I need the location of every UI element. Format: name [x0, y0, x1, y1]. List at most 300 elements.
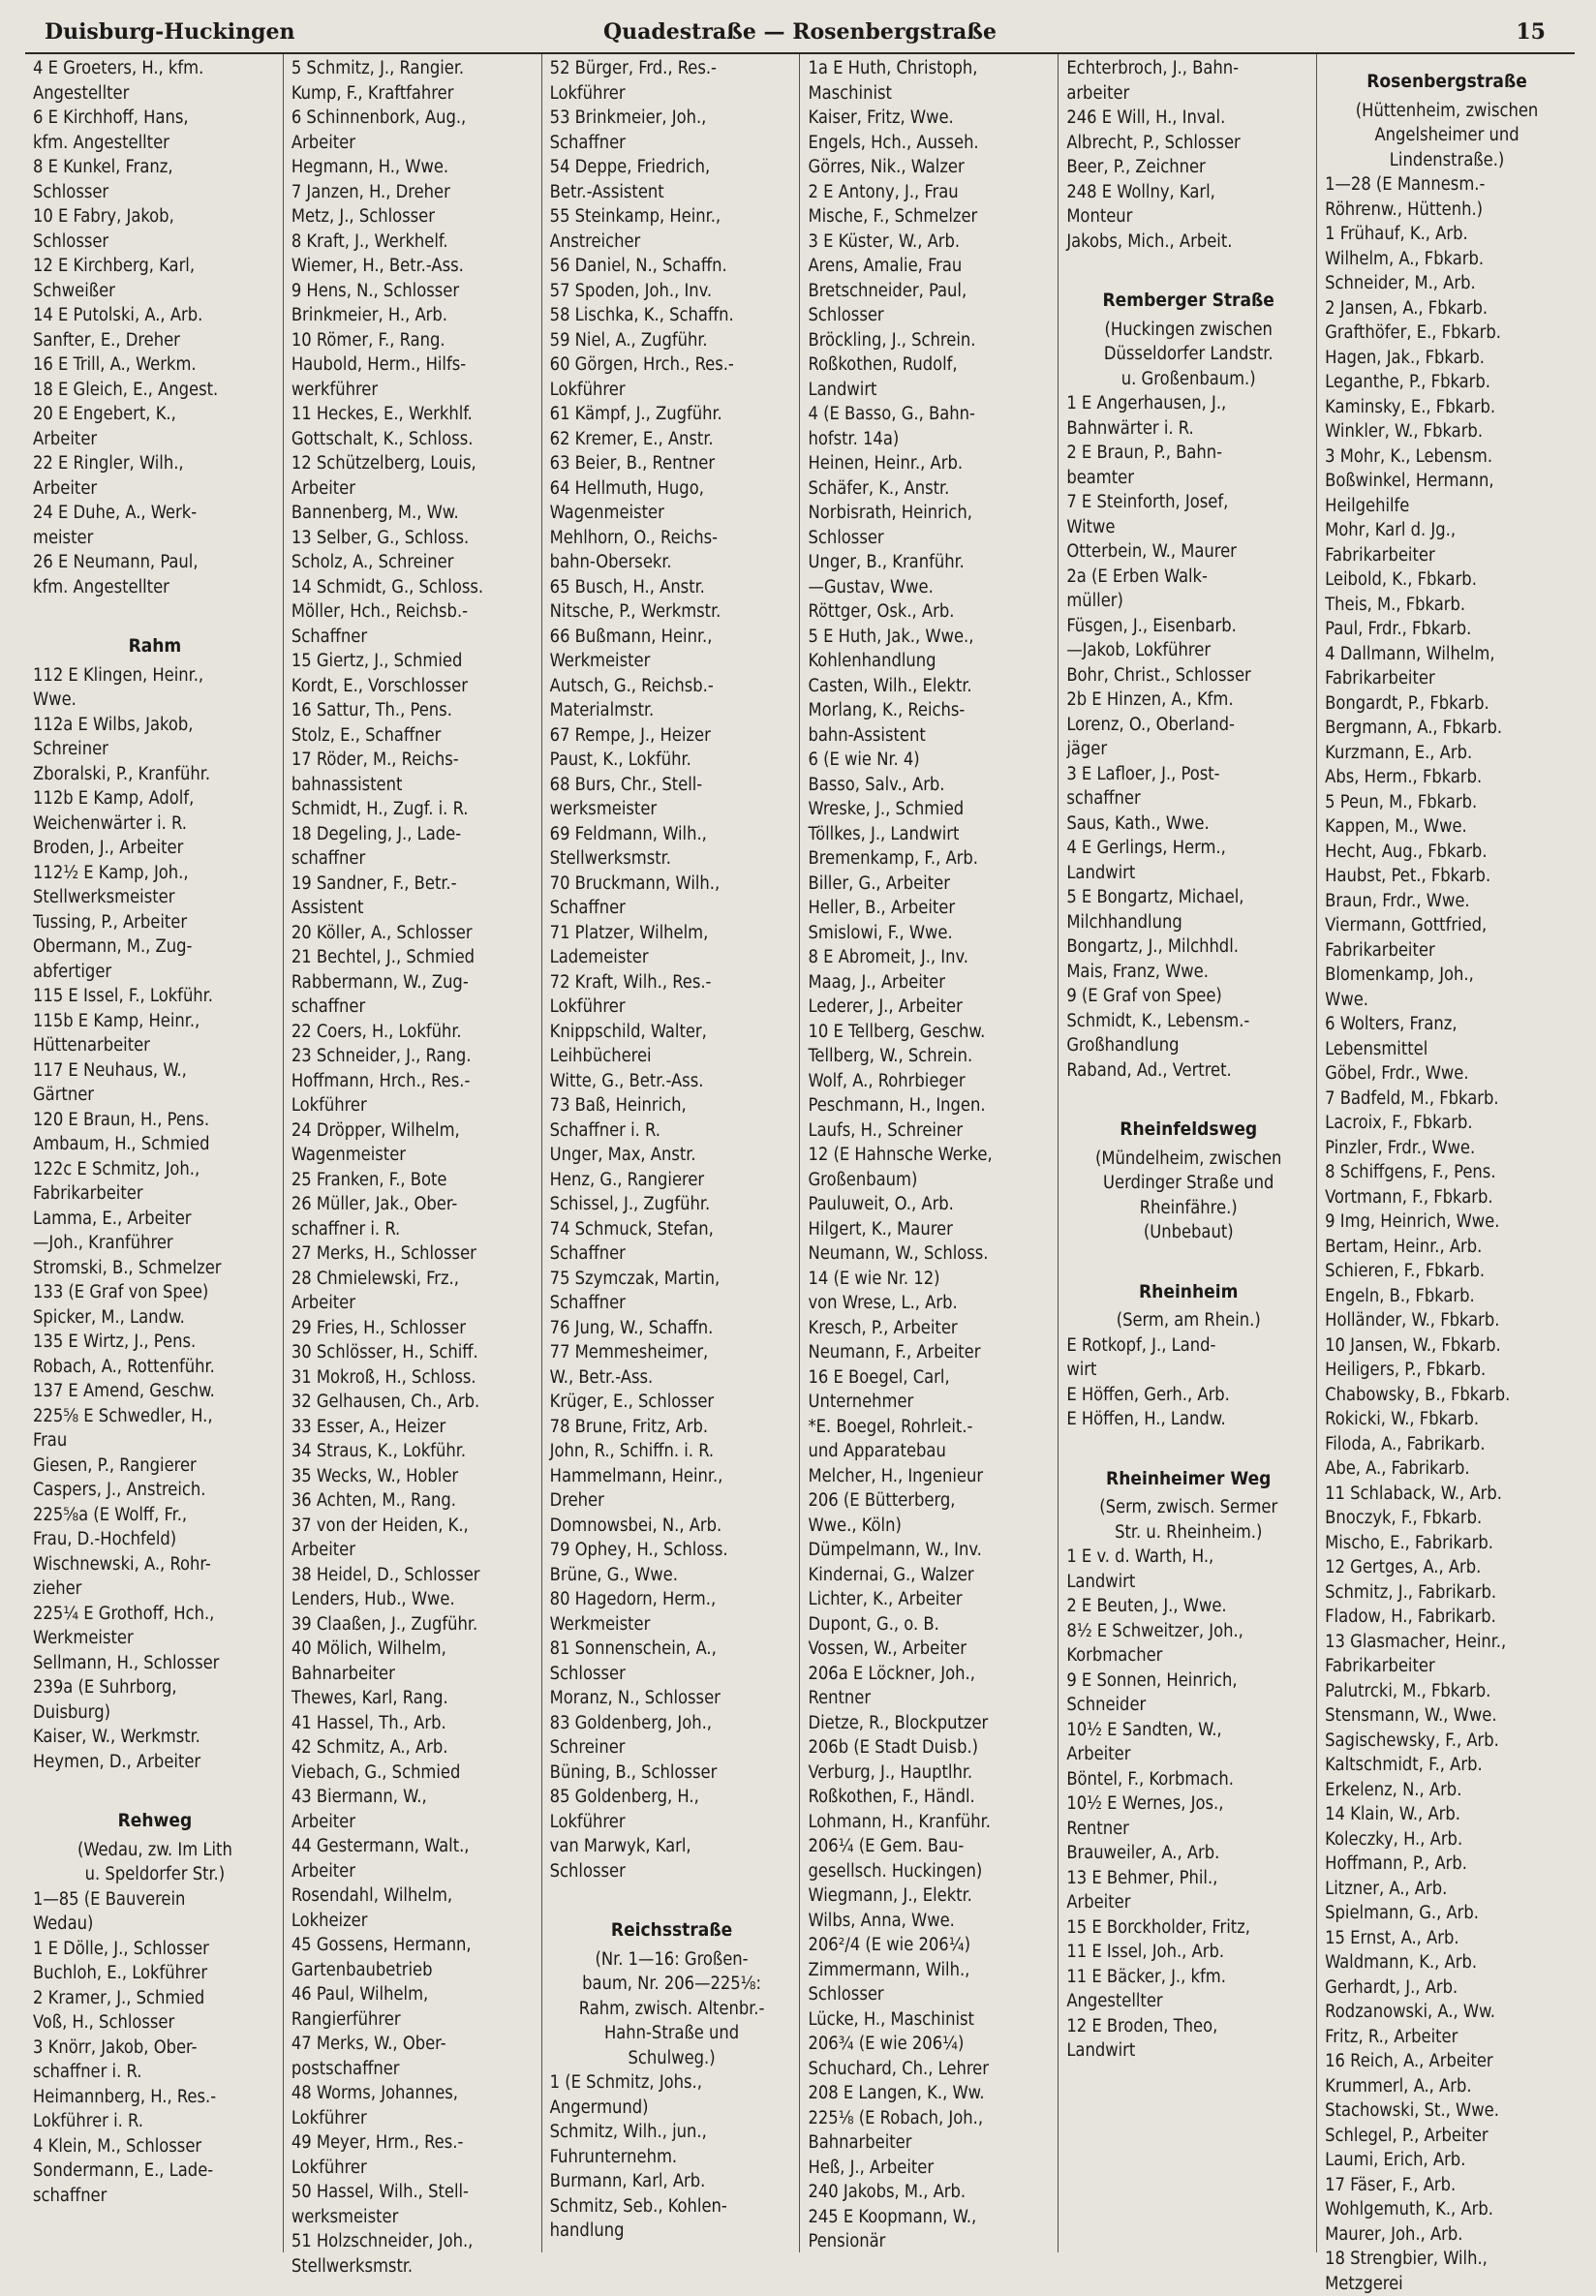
directory-entry-line: 10 E Tellberg, Geschw.	[808, 1020, 1052, 1045]
directory-entry-line: 73 Baß, Heinrich,	[550, 1093, 794, 1118]
directory-entry-line: 11 Schlaback, W., Arb.	[1325, 1482, 1569, 1507]
directory-entry-line: Landwirt	[1066, 2038, 1310, 2064]
directory-entry-line: Weichenwärter i. R.	[33, 811, 277, 837]
directory-entry-line: Bahnwärter i. R.	[1066, 416, 1310, 442]
directory-entry-line: Schlosser	[808, 303, 1052, 328]
directory-entry-line: 38 Heidel, D., Schlosser	[292, 1563, 536, 1588]
directory-entry-line: Angestellter	[1066, 1989, 1310, 2014]
section-spacer	[550, 1883, 794, 1905]
directory-entry-line: Witte, G., Betr.-Ass.	[550, 1069, 794, 1094]
directory-entry-line: 2 E Antony, J., Frau	[808, 180, 1052, 205]
directory-entry-line: 1—28 (E Mannesm.-	[1325, 172, 1569, 198]
directory-entry-line: Schuchard, Ch., Lehrer	[808, 2057, 1052, 2082]
directory-entry-line: Casten, Wilh., Elektr.	[808, 674, 1052, 699]
street-heading: Rheinheimer Weg	[1066, 1467, 1310, 1492]
directory-entry-line: 9 Img, Heinrich, Wwe.	[1325, 1209, 1569, 1235]
column-1	[25, 54, 284, 2252]
directory-entry-line: Töllkes, J., Landwirt	[808, 822, 1052, 847]
directory-entry-line: 14 Schmidt, G., Schloss.	[292, 575, 536, 600]
directory-entry-line: Vortmann, F., Fbkarb.	[1325, 1185, 1569, 1210]
street-location-note: (Huckingen zwischen	[1066, 318, 1310, 343]
directory-entry-line: Filoda, A., Fabrikarb.	[1325, 1432, 1569, 1457]
directory-entry-line: 13 Glasmacher, Heinr.,	[1325, 1630, 1569, 1655]
directory-entry-line: Paust, K., Lokführ.	[550, 748, 794, 773]
street-location-note: Angelsheimer und	[1325, 123, 1569, 148]
directory-entry-line: Pinzler, Frdr., Wwe.	[1325, 1136, 1569, 1161]
page-number: 15	[1516, 19, 1546, 45]
directory-entry-line: Lorenz, O., Oberland-	[1066, 713, 1310, 738]
directory-entry-line: 53 Brinkmeier, Joh.,	[550, 106, 794, 131]
directory-entry-line: 72 Kraft, Wilh., Res.-	[550, 970, 794, 995]
directory-entry-line: 10 E Fabry, Jakob,	[33, 204, 277, 230]
directory-entry-line: Koleczky, H., Arb.	[1325, 1827, 1569, 1852]
directory-entry-line: Frau, D.-Hochfeld)	[33, 1527, 277, 1552]
directory-entry-line: 18 Degeling, J., Lade-	[292, 822, 536, 847]
directory-entry-line: schaffner i. R.	[33, 2060, 277, 2085]
directory-entry-line: Schreiner	[33, 737, 277, 762]
directory-entry-line: Viermann, Gottfried,	[1325, 913, 1569, 938]
directory-entry-line: Chabowsky, B., Fbkarb.	[1325, 1383, 1569, 1408]
directory-entry-line: wirt	[1066, 1358, 1310, 1383]
directory-entry-line: Dümpelmann, W., Inv.	[808, 1538, 1052, 1563]
directory-entry-line: Lebensmittel	[1325, 1037, 1569, 1062]
directory-entry-line: 66 Bußmann, Heinr.,	[550, 625, 794, 650]
directory-entry-line: Kaminsky, E., Fbkarb.	[1325, 395, 1569, 420]
directory-entry-line: Schmitz, Wilh., jun.,	[550, 2120, 794, 2145]
directory-entry-line: Abe, A., Fabrikarb.	[1325, 1456, 1569, 1482]
directory-entry-line: Arens, Amalie, Frau	[808, 254, 1052, 279]
directory-entry-line: 115 E Issel, F., Lokführ.	[33, 984, 277, 1009]
directory-entry-line: 5 Schmitz, J., Rangier.	[292, 56, 536, 81]
directory-entry-line: Brinkmeier, H., Arb.	[292, 303, 536, 328]
directory-entry-line: 42 Schmitz, A., Arb.	[292, 1735, 536, 1760]
directory-entry-line: 76 Jung, W., Schaffn.	[550, 1316, 794, 1341]
directory-entry-line: Schlosser	[33, 230, 277, 255]
directory-entry-line: Landwirt	[1066, 861, 1310, 886]
section-spacer	[1066, 1432, 1310, 1454]
directory-entry-line: Bergmann, A., Fbkarb.	[1325, 716, 1569, 741]
directory-entry-line: Röttger, Osk., Arb.	[808, 599, 1052, 625]
directory-entry-line: 6 (E wie Nr. 4)	[808, 748, 1052, 773]
directory-entry-line: 37 von der Heiden, K.,	[292, 1514, 536, 1539]
directory-entry-line: 44 Gestermann, Walt.,	[292, 1834, 536, 1859]
directory-entry-line: Haubold, Herm., Hilfs-	[292, 352, 536, 378]
directory-entry-line: Stellwerksmstr.	[550, 846, 794, 872]
directory-entry-line: 137 E Amend, Geschw.	[33, 1379, 277, 1404]
street-location-note: u. Speldorfer Str.)	[33, 1862, 277, 1887]
header-street-range: Quadestraße — Rosenbergstraße	[25, 19, 1575, 45]
directory-entry-line: 46 Paul, Wilhelm,	[292, 1982, 536, 2007]
directory-entry-line: Dietze, R., Blockputzer	[808, 1711, 1052, 1736]
directory-entry-line: Arbeiter	[1066, 1890, 1310, 1915]
directory-entry-line: Schlosser	[808, 1982, 1052, 2007]
directory-entry-line: 48 Worms, Johannes,	[292, 2081, 536, 2106]
directory-entry-line: 47 Merks, W., Ober-	[292, 2032, 536, 2057]
street-location-note: (Serm, zwisch. Sermer	[1066, 1495, 1310, 1520]
directory-entry-line: 17 Röder, M., Reichs-	[292, 748, 536, 773]
directory-entry-line: Wedau)	[33, 1912, 277, 1937]
directory-entry-line: 117 E Neuhaus, W.,	[33, 1058, 277, 1084]
directory-entry-line: Stensmann, W., Wwe.	[1325, 1703, 1569, 1729]
directory-entry-line: 14 Klain, W., Arb.	[1325, 1802, 1569, 1827]
directory-entry-line: Buchloh, E., Lokführer	[33, 1961, 277, 1986]
directory-entry-line: Bretschneider, Paul,	[808, 279, 1052, 304]
directory-entry-line: 1a E Huth, Christoph,	[808, 56, 1052, 81]
directory-entry-line: Schaffner	[550, 1241, 794, 1267]
directory-entry-line: Domnowsbei, N., Arb.	[550, 1514, 794, 1539]
directory-entry-line: Schmitz, Seb., Kohlen-	[550, 2194, 794, 2219]
directory-entry-line: Heilgehilfe	[1325, 494, 1569, 519]
directory-entry-line: 63 Beier, B., Rentner	[550, 451, 794, 476]
directory-entry-line: 22 Coers, H., Lokführ.	[292, 1020, 536, 1045]
street-location-note: (Nr. 1—16: Großen-	[550, 1947, 794, 1973]
directory-entry-line: Arbeiter	[292, 476, 536, 502]
directory-entry-line: 28 Chmielewski, Frz.,	[292, 1267, 536, 1292]
directory-entry-line: Mischo, E., Fabrikarb.	[1325, 1531, 1569, 1556]
directory-entry-line: Hammelmann, Heinr.,	[550, 1464, 794, 1489]
directory-entry-line: 10 Jansen, W., Fbkarb.	[1325, 1333, 1569, 1359]
directory-entry-line: 225⅛ (E Robach, Joh.,	[808, 2106, 1052, 2131]
directory-entry-line: Braun, Frdr., Wwe.	[1325, 889, 1569, 914]
directory-entry-line: Lokführer	[550, 81, 794, 107]
directory-entry-line: Bröckling, J., Schrein.	[808, 328, 1052, 353]
directory-entry-line: Werkmeister	[550, 649, 794, 674]
directory-entry-line: 81 Sonnenschein, A.,	[550, 1637, 794, 1662]
directory-entry-line: Frau	[33, 1428, 277, 1454]
directory-entry-line: Krummerl, A., Arb.	[1325, 2074, 1569, 2099]
directory-entry-line: 26 Müller, Jak., Ober-	[292, 1192, 536, 1217]
directory-entry-line: Arbeiter	[33, 476, 277, 502]
directory-entry-line: 135 E Wirtz, J., Pens.	[33, 1330, 277, 1355]
directory-entry-line: 12 (E Hahnsche Werke,	[808, 1143, 1052, 1168]
directory-entry-line: Rokicki, W., Fbkarb.	[1325, 1407, 1569, 1432]
directory-entry-line: bahn-Obersekr.	[550, 550, 794, 575]
directory-entry-line: *E. Boegel, Rohrleit.-	[808, 1415, 1052, 1440]
directory-entry-line: Duisburg)	[33, 1700, 277, 1726]
directory-entry-line: 59 Niel, A., Zugführ.	[550, 328, 794, 353]
directory-entry-line: 40 Mölich, Wilhelm,	[292, 1637, 536, 1662]
directory-entry-line: Göbel, Frdr., Wwe.	[1325, 1061, 1569, 1087]
directory-entry-line: Schaffner	[550, 131, 794, 156]
street-location-note: Uerdinger Straße und	[1066, 1171, 1310, 1196]
street-location-note: baum, Nr. 206—225⅛:	[550, 1972, 794, 1997]
directory-entry-line: 225⅝a (E Wolff, Fr.,	[33, 1503, 277, 1528]
directory-entry-line: 4 E Groeters, H., kfm.	[33, 56, 277, 81]
directory-entry-line: 14 E Putolski, A., Arb.	[33, 303, 277, 328]
directory-entry-line: 25 Franken, F., Bote	[292, 1168, 536, 1193]
directory-entry-line: Heiligers, P., Fbkarb.	[1325, 1358, 1569, 1383]
directory-entry-line: Schlosser	[33, 180, 277, 205]
directory-entry-line: schaffner	[292, 846, 536, 872]
directory-entry-line: Wwe., Köln)	[808, 1514, 1052, 1539]
directory-entry-line: 62 Kremer, E., Anstr.	[550, 427, 794, 452]
directory-entry-line: Fritz, R., Arbeiter	[1325, 2025, 1569, 2050]
directory-entry-line: 206¾ (E wie 206¼)	[808, 2032, 1052, 2057]
directory-entry-line: Palutrcki, M., Fbkarb.	[1325, 1679, 1569, 1704]
directory-entry-line: 8 E Abromeit, J., Inv.	[808, 945, 1052, 970]
directory-entry-line: 3 Mohr, K., Lebensm.	[1325, 444, 1569, 470]
directory-entry-line: 68 Burs, Chr., Stell-	[550, 773, 794, 798]
directory-entry-line: 74 Schmuck, Stefan,	[550, 1217, 794, 1242]
directory-entry-line: 58 Lischka, K., Schaffn.	[550, 303, 794, 328]
directory-entry-line: Mehlhorn, O., Reichs-	[550, 526, 794, 551]
directory-entry-line: arbeiter	[1066, 81, 1310, 107]
directory-entry-line: Brüne, G., Wwe.	[550, 1563, 794, 1588]
directory-entry-line: 112 E Klingen, Heinr.,	[33, 663, 277, 689]
directory-entry-line: 20 E Engebert, K.,	[33, 402, 277, 427]
directory-entry-line: Fabrikarbeiter	[33, 1181, 277, 1207]
directory-entry-line: 34 Straus, K., Lokführ.	[292, 1439, 536, 1464]
street-location-note: Lindenstraße.)	[1325, 148, 1569, 173]
directory-entry-line: Gerhardt, J., Arb.	[1325, 1975, 1569, 2001]
directory-entry-line: Bongardt, P., Fbkarb.	[1325, 691, 1569, 717]
directory-entry-line: werksmeister	[550, 797, 794, 822]
directory-entry-line: gesellsch. Huckingen)	[808, 1859, 1052, 1884]
directory-entry-line: 1 Frühauf, K., Arb.	[1325, 222, 1569, 247]
directory-entry-line: 39 Claaßen, J., Zugführ.	[292, 1612, 536, 1638]
directory-entry-line: 24 E Duhe, A., Werk-	[33, 501, 277, 526]
directory-entry-line: Sondermann, E., Lade-	[33, 2158, 277, 2184]
street-heading: Reichsstraße	[550, 1918, 794, 1944]
directory-entry-line: 15 E Borckholder, Fritz,	[1066, 1915, 1310, 1941]
directory-entry-line: Unternehmer	[808, 1390, 1052, 1415]
directory-entry-line: Neumann, W., Schloss.	[808, 1241, 1052, 1267]
directory-entry-line: Bohr, Christ., Schlosser	[1066, 663, 1310, 689]
directory-entry-line: 112a E Wilbs, Jakob,	[33, 713, 277, 738]
directory-entry-line: Maschinist	[808, 81, 1052, 107]
directory-entry-line: Schreiner	[550, 1735, 794, 1760]
directory-entry-line: 2 Kramer, J., Schmied	[33, 1986, 277, 2011]
directory-entry-line: Görres, Nik., Walzer	[808, 155, 1052, 180]
directory-entry-line: 43 Biermann, W.,	[292, 1785, 536, 1810]
directory-entry-line: 21 Bechtel, J., Schmied	[292, 945, 536, 970]
directory-entry-line: schaffner	[1066, 786, 1310, 811]
directory-entry-line: 8 E Kunkel, Franz,	[33, 155, 277, 180]
directory-entry-line: 55 Steinkamp, Heinr.,	[550, 204, 794, 230]
directory-entry-line: Sanfter, E., Dreher	[33, 328, 277, 353]
directory-entry-line: Büning, B., Schlosser	[550, 1760, 794, 1786]
directory-entry-line: 12 Gertges, A., Arb.	[1325, 1555, 1569, 1580]
directory-entry-line: Spicker, M., Landw.	[33, 1305, 277, 1331]
directory-entry-line: Kurzmann, E., Arb.	[1325, 741, 1569, 766]
directory-entry-line: Laufs, H., Schreiner	[808, 1118, 1052, 1144]
directory-entry-line: Wwe.	[33, 688, 277, 713]
street-location-note: (Mündelheim, zwischen	[1066, 1147, 1310, 1172]
directory-entry-line: Assistent	[292, 896, 536, 921]
directory-entry-line: 8 Kraft, J., Werkhelf.	[292, 230, 536, 255]
directory-entry-line: Rosendahl, Wilhelm,	[292, 1883, 536, 1909]
directory-entry-line: Wagenmeister	[550, 501, 794, 526]
directory-entry-line: Broden, J., Arbeiter	[33, 836, 277, 861]
directory-entry-line: Hilgert, K., Maurer	[808, 1217, 1052, 1242]
directory-entry-line: 67 Rempe, J., Heizer	[550, 723, 794, 749]
directory-entry-line: Kump, F., Kraftfahrer	[292, 81, 536, 107]
directory-entry-line: Stellwerksmeister	[33, 885, 277, 910]
directory-entry-line: 133 (E Graf von Spee)	[33, 1280, 277, 1305]
directory-entry-line: Schieren, F., Fbkarb.	[1325, 1259, 1569, 1284]
directory-entry-line: Waldmann, K., Arb.	[1325, 1950, 1569, 1975]
directory-entry-line: Paul, Frdr., Fbkarb.	[1325, 617, 1569, 642]
directory-entry-line: 2 E Beuten, J., Wwe.	[1066, 1594, 1310, 1619]
directory-entry-line: 32 Gelhausen, Ch., Arb.	[292, 1390, 536, 1415]
directory-entry-line: 245 E Koopmann, W.,	[808, 2205, 1052, 2230]
directory-entry-line: Tellberg, W., Schrein.	[808, 1044, 1052, 1069]
directory-entry-line: Lademeister	[550, 945, 794, 970]
street-location-note: (Unbebaut)	[1066, 1220, 1310, 1245]
directory-entry-line: beamter	[1066, 466, 1310, 491]
directory-entry-line: 115b E Kamp, Heinr.,	[33, 1009, 277, 1034]
directory-entry-line: Werkmeister	[33, 1626, 277, 1651]
directory-entry-line: 57 Spoden, Joh., Inv.	[550, 279, 794, 304]
directory-entry-line: Schmidt, H., Zugf. i. R.	[292, 797, 536, 822]
directory-entry-line: Schneider, M., Arb.	[1325, 271, 1569, 296]
directory-entry-line: 7 Badfeld, M., Fbkarb.	[1325, 1087, 1569, 1112]
directory-entry-line: 69 Feldmann, Wilh.,	[550, 822, 794, 847]
directory-entry-line: 112b E Kamp, Adolf,	[33, 786, 277, 811]
directory-entry-line: 29 Fries, H., Schlosser	[292, 1316, 536, 1341]
directory-entry-line: Kaiser, Fritz, Wwe.	[808, 106, 1052, 131]
directory-entry-line: E Rotkopf, J., Land-	[1066, 1333, 1310, 1359]
directory-entry-line: Bannenberg, M., Ww.	[292, 501, 536, 526]
directory-entry-line: postschaffner	[292, 2057, 536, 2082]
directory-entry-line: kfm. Angestellter	[33, 131, 277, 156]
directory-entry-line: 206¼ (E Gem. Bau-	[808, 1834, 1052, 1859]
directory-entry-line: 52 Bürger, Frd., Res.-	[550, 56, 794, 81]
directory-entry-line: 4 Klein, M., Schlosser	[33, 2134, 277, 2159]
directory-entry-line: 14 (E wie Nr. 12)	[808, 1267, 1052, 1292]
directory-entry-line: 80 Hagedorn, Herm.,	[550, 1587, 794, 1612]
directory-entry-line: Spielmann, G., Arb.	[1325, 1901, 1569, 1926]
directory-entry-line: Arbeiter	[292, 1538, 536, 1563]
column-6	[1317, 54, 1575, 2252]
directory-entry-line: 13 E Behmer, Phil.,	[1066, 1866, 1310, 1891]
directory-entry-line: 120 E Braun, H., Pens.	[33, 1108, 277, 1133]
directory-entry-line: Hüttenarbeiter	[33, 1033, 277, 1058]
directory-entry-line: kfm. Angestellter	[33, 575, 277, 600]
directory-entry-line: Wiemer, H., Betr.-Ass.	[292, 254, 536, 279]
directory-entry-line: 1 (E Schmitz, Johs.,	[550, 2070, 794, 2096]
directory-entry-line: Zboralski, P., Kranführ.	[33, 762, 277, 787]
directory-entry-line: Winkler, W., Fbkarb.	[1325, 419, 1569, 444]
directory-entry-line: 85 Goldenberg, H.,	[550, 1785, 794, 1810]
directory-entry-line: Obermann, M., Zug-	[33, 934, 277, 960]
directory-entry-line: 15 Ernst, A., Arb.	[1325, 1926, 1569, 1951]
directory-entry-line: Caspers, J., Anstreich.	[33, 1478, 277, 1503]
directory-entry-line: Schaffner i. R.	[550, 1118, 794, 1144]
directory-entry-line: Pensionär	[808, 2229, 1052, 2254]
directory-entry-line: 22 E Ringler, Wilh.,	[33, 451, 277, 476]
directory-entry-line: Maurer, Joh., Arb.	[1325, 2222, 1569, 2248]
page-header	[25, 15, 1575, 54]
directory-entry-line: Mische, F., Schmelzer	[808, 204, 1052, 230]
directory-entry-line: Landwirt	[808, 378, 1052, 403]
directory-entry-line: Brauweiler, A., Arb.	[1066, 1841, 1310, 1866]
directory-entry-line: Schmitz, J., Fabrikarb.	[1325, 1580, 1569, 1606]
directory-entry-line: 65 Busch, H., Anstr.	[550, 575, 794, 600]
directory-entry-line: 18 Strengbier, Wilh.,	[1325, 2247, 1569, 2272]
directory-entry-line: Morlang, K., Reichs-	[808, 698, 1052, 723]
street-location-note: (Wedau, zw. Im Lith	[33, 1838, 277, 1863]
directory-entry-line: 10½ E Sandten, W.,	[1066, 1718, 1310, 1743]
directory-entry-line: Metzgerei	[1325, 2272, 1569, 2296]
directory-entry-line: Peschmann, H., Ingen.	[808, 1093, 1052, 1118]
column-5	[1059, 54, 1317, 2252]
directory-entry-line: bahnassistent	[292, 773, 536, 798]
directory-entry-line: Grafthöfer, E., Fbkarb.	[1325, 321, 1569, 346]
directory-entry-line: bahn-Assistent	[808, 723, 1052, 749]
directory-entry-line: 240 Jakobs, M., Arb.	[808, 2180, 1052, 2205]
directory-entry-line: Monteur	[1066, 204, 1310, 230]
directory-entry-line: —Jakob, Lokführer	[1066, 638, 1310, 663]
directory-entry-line: Schlosser	[808, 526, 1052, 551]
directory-entry-line: Wagenmeister	[292, 1143, 536, 1168]
directory-entry-line: Gottschalt, K., Schloss.	[292, 427, 536, 452]
directory-entry-line: Heinen, Heinr., Arb.	[808, 451, 1052, 476]
street-heading: Rehweg	[33, 1809, 277, 1834]
directory-entry-line: Pauluweit, O., Arb.	[808, 1192, 1052, 1217]
directory-entry-line: 26 E Neumann, Paul,	[33, 550, 277, 575]
directory-entry-line: E Höffen, H., Landw.	[1066, 1407, 1310, 1432]
directory-entry-line: Stachowski, St., Wwe.	[1325, 2098, 1569, 2124]
directory-entry-line: abfertiger	[33, 960, 277, 985]
street-heading: Remberger Straße	[1066, 289, 1310, 314]
directory-entry-line: 5 Peun, M., Fbkarb.	[1325, 790, 1569, 815]
directory-entry-line: Mais, Franz, Wwe.	[1066, 960, 1310, 985]
directory-entry-line: handlung	[550, 2219, 794, 2244]
directory-entry-line: Raband, Ad., Vertret.	[1066, 1058, 1310, 1084]
directory-entry-line: 4 E Gerlings, Herm.,	[1066, 836, 1310, 861]
directory-entry-line: 83 Goldenberg, Joh.,	[550, 1711, 794, 1736]
directory-entry-line: Werkmeister	[550, 1612, 794, 1638]
directory-entry-line: Autsch, G., Reichsb.-	[550, 674, 794, 699]
directory-entry-line: 31 Mokroß, H., Schloss.	[292, 1365, 536, 1391]
directory-entry-line: Leihbücherei	[550, 1044, 794, 1069]
directory-entry-line: Krüger, E., Schlosser	[550, 1390, 794, 1415]
directory-entry-line: Röhrenw., Hüttenh.)	[1325, 198, 1569, 223]
directory-entry-line: 4 (E Basso, G., Bahn-	[808, 402, 1052, 427]
directory-entry-line: schaffner	[292, 995, 536, 1020]
directory-entry-line: 8 Schiffgens, F., Pens.	[1325, 1160, 1569, 1185]
directory-entry-line: Engeln, B., Fbkarb.	[1325, 1284, 1569, 1309]
street-location-note: Düsseldorfer Landstr.	[1066, 342, 1310, 367]
directory-entry-line: 16 E Boegel, Carl,	[808, 1365, 1052, 1391]
directory-entry-line: Lokführer	[550, 1810, 794, 1835]
directory-entry-line: müller)	[1066, 589, 1310, 614]
directory-entry-line: 206a E Löckner, Joh.,	[808, 1662, 1052, 1687]
directory-entry-line: Schlosser	[550, 1662, 794, 1687]
directory-entry-line: 11 E Bäcker, J., kfm.	[1066, 1965, 1310, 1990]
directory-entry-line: 50 Hassel, Wilh., Stell-	[292, 2180, 536, 2205]
street-heading: Rheinheim	[1066, 1280, 1310, 1305]
directory-entry-line: Heß, J., Arbeiter	[808, 2156, 1052, 2181]
directory-entry-line: Hoffmann, P., Arb.	[1325, 1852, 1569, 1877]
directory-entry-line: Heller, B., Arbeiter	[808, 896, 1052, 921]
directory-entry-line: Kaiser, W., Werkmstr.	[33, 1725, 277, 1750]
directory-entry-line: 77 Memmesheimer,	[550, 1340, 794, 1365]
directory-entry-line: 75 Szymczak, Martin,	[550, 1267, 794, 1292]
directory-entry-line: Beer, P., Zeichner	[1066, 155, 1310, 180]
directory-entry-line: 9 (E Graf von Spee)	[1066, 984, 1310, 1009]
directory-entry-line: Otterbein, W., Maurer	[1066, 539, 1310, 565]
street-location-note: Rheinfähre.)	[1066, 1196, 1310, 1221]
directory-entry-line: Saus, Kath., Wwe.	[1066, 811, 1310, 837]
column-2	[284, 54, 542, 2252]
directory-entry-line: Roßkothen, Rudolf,	[808, 352, 1052, 378]
street-location-note: u. Großenbaum.)	[1066, 367, 1310, 392]
directory-entry-line: 5 E Huth, Jak., Wwe.,	[808, 625, 1052, 650]
directory-entry-line: Wischnewski, A., Rohr-	[33, 1552, 277, 1577]
directory-entry-line: Lamma, E., Arbeiter	[33, 1207, 277, 1232]
